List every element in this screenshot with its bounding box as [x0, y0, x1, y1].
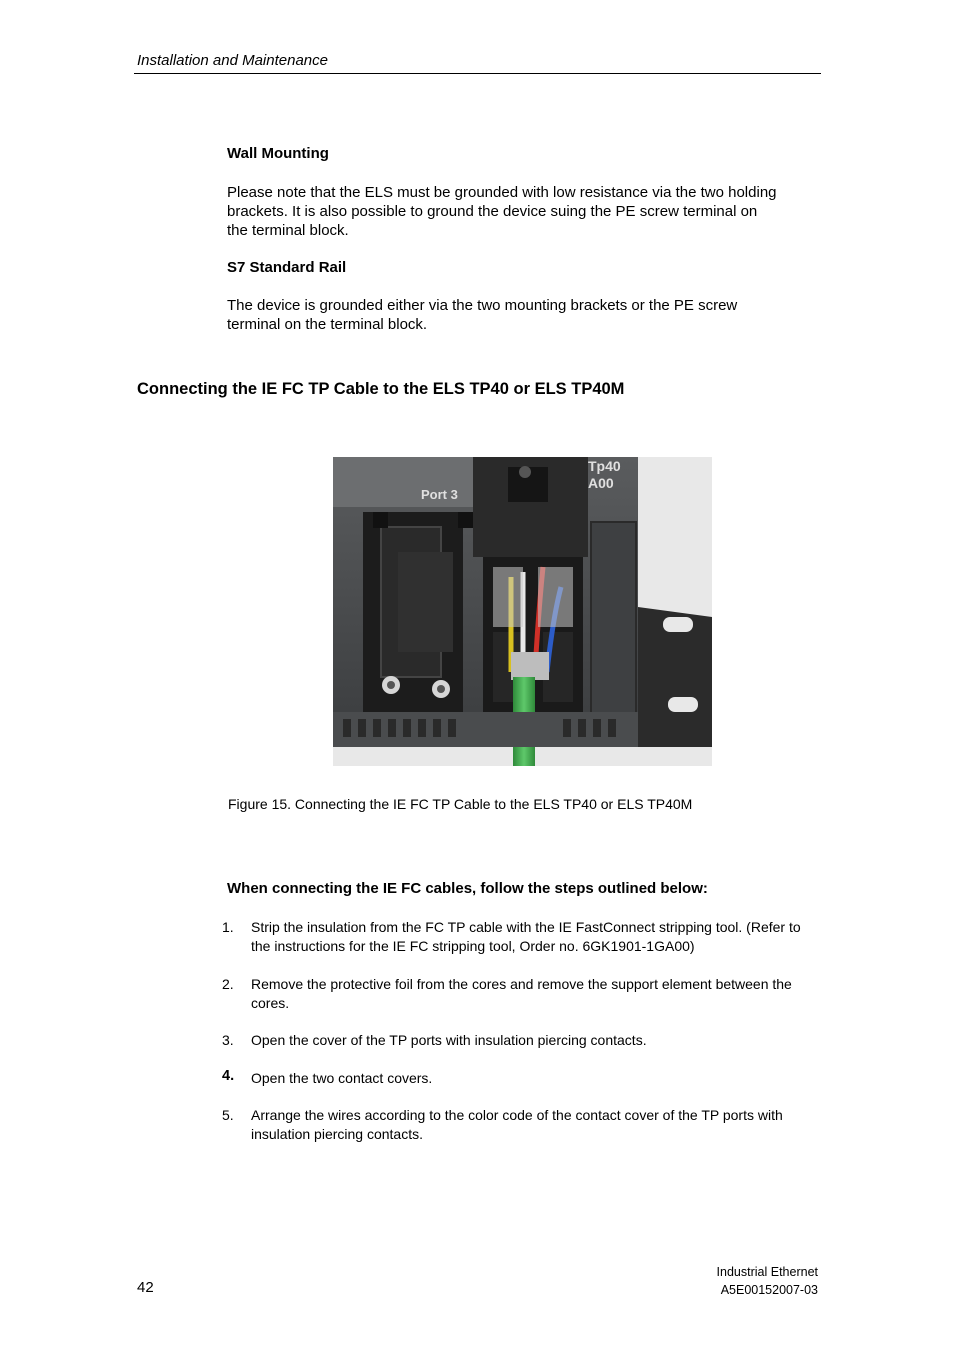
- wall-mounting-line: the terminal block.: [227, 222, 349, 239]
- step-line: the instructions for the IE FC stripping tool, Order no. 6GK1901-1GA00): [251, 938, 695, 954]
- step-text: [251, 1031, 822, 1050]
- footer-product: Industrial Ethernet: [716, 1265, 818, 1279]
- s7-rail-line: The device is grounded either via the two mounting brackets or the PE screw: [227, 297, 738, 314]
- figure-caption: Figure 15. Connecting the IE FC TP Cable to the ELS TP40 or ELS TP40M: [228, 796, 693, 812]
- step-number: 2.: [222, 976, 234, 992]
- s7-rail-heading: S7 Standard Rail: [227, 259, 347, 276]
- step-line: Remove the protective foil from the cores and remove the support element between the: [251, 976, 792, 992]
- wall-mounting-line: brackets. It is also possible to ground the device suing the PE screw terminal on: [227, 203, 758, 220]
- step-line: cores.: [251, 995, 290, 1011]
- step-text: [251, 1069, 822, 1088]
- photo-label-model-top: Tp40: [588, 458, 621, 474]
- steps-heading: When connecting the IE FC cables, follow the steps outlined below:: [227, 880, 708, 897]
- wall-mounting-heading: Wall Mounting: [227, 145, 329, 162]
- step-line: insulation piercing contacts.: [251, 1126, 423, 1142]
- footer-doc-id: A5E00152007-03: [720, 1283, 818, 1297]
- header-rule: [134, 73, 821, 74]
- step-text: [251, 918, 822, 956]
- s7-rail-paragraph: [227, 296, 827, 334]
- wall-mounting-line: Please note that the ELS must be grounded with low resistance via the two holding: [227, 184, 777, 201]
- photo-label-port: Port 3: [421, 487, 458, 502]
- s7-rail-line: terminal on the terminal block.: [227, 316, 428, 333]
- page-number: 42: [137, 1279, 154, 1296]
- step-line: Open the cover of the TP ports with insulation piercing contacts.: [251, 1032, 647, 1048]
- figure-photo: [333, 457, 712, 766]
- running-header: Installation and Maintenance: [137, 52, 328, 69]
- step-text: [251, 1106, 822, 1144]
- step-number: 4.: [222, 1068, 235, 1084]
- footer-doc-info: [717, 1263, 818, 1299]
- section-heading: Connecting the IE FC TP Cable to the ELS TP40 or ELS TP40M: [137, 380, 625, 398]
- step-text: [251, 975, 822, 1013]
- step-number: 3.: [222, 1032, 234, 1048]
- step-number: 1.: [222, 919, 234, 935]
- step-number: 5.: [222, 1107, 234, 1123]
- step-line: Open the two contact covers.: [251, 1070, 433, 1086]
- wall-mounting-paragraph: [227, 183, 827, 240]
- step-line: Arrange the wires according to the color code of the contact cover of the TP ports with: [251, 1107, 783, 1123]
- photo-label-model-bottom: A00: [588, 475, 614, 491]
- step-line: Strip the insulation from the FC TP cable with the IE FastConnect stripping tool. (Refer to: [251, 919, 801, 935]
- device-photo-illustration: [333, 457, 712, 766]
